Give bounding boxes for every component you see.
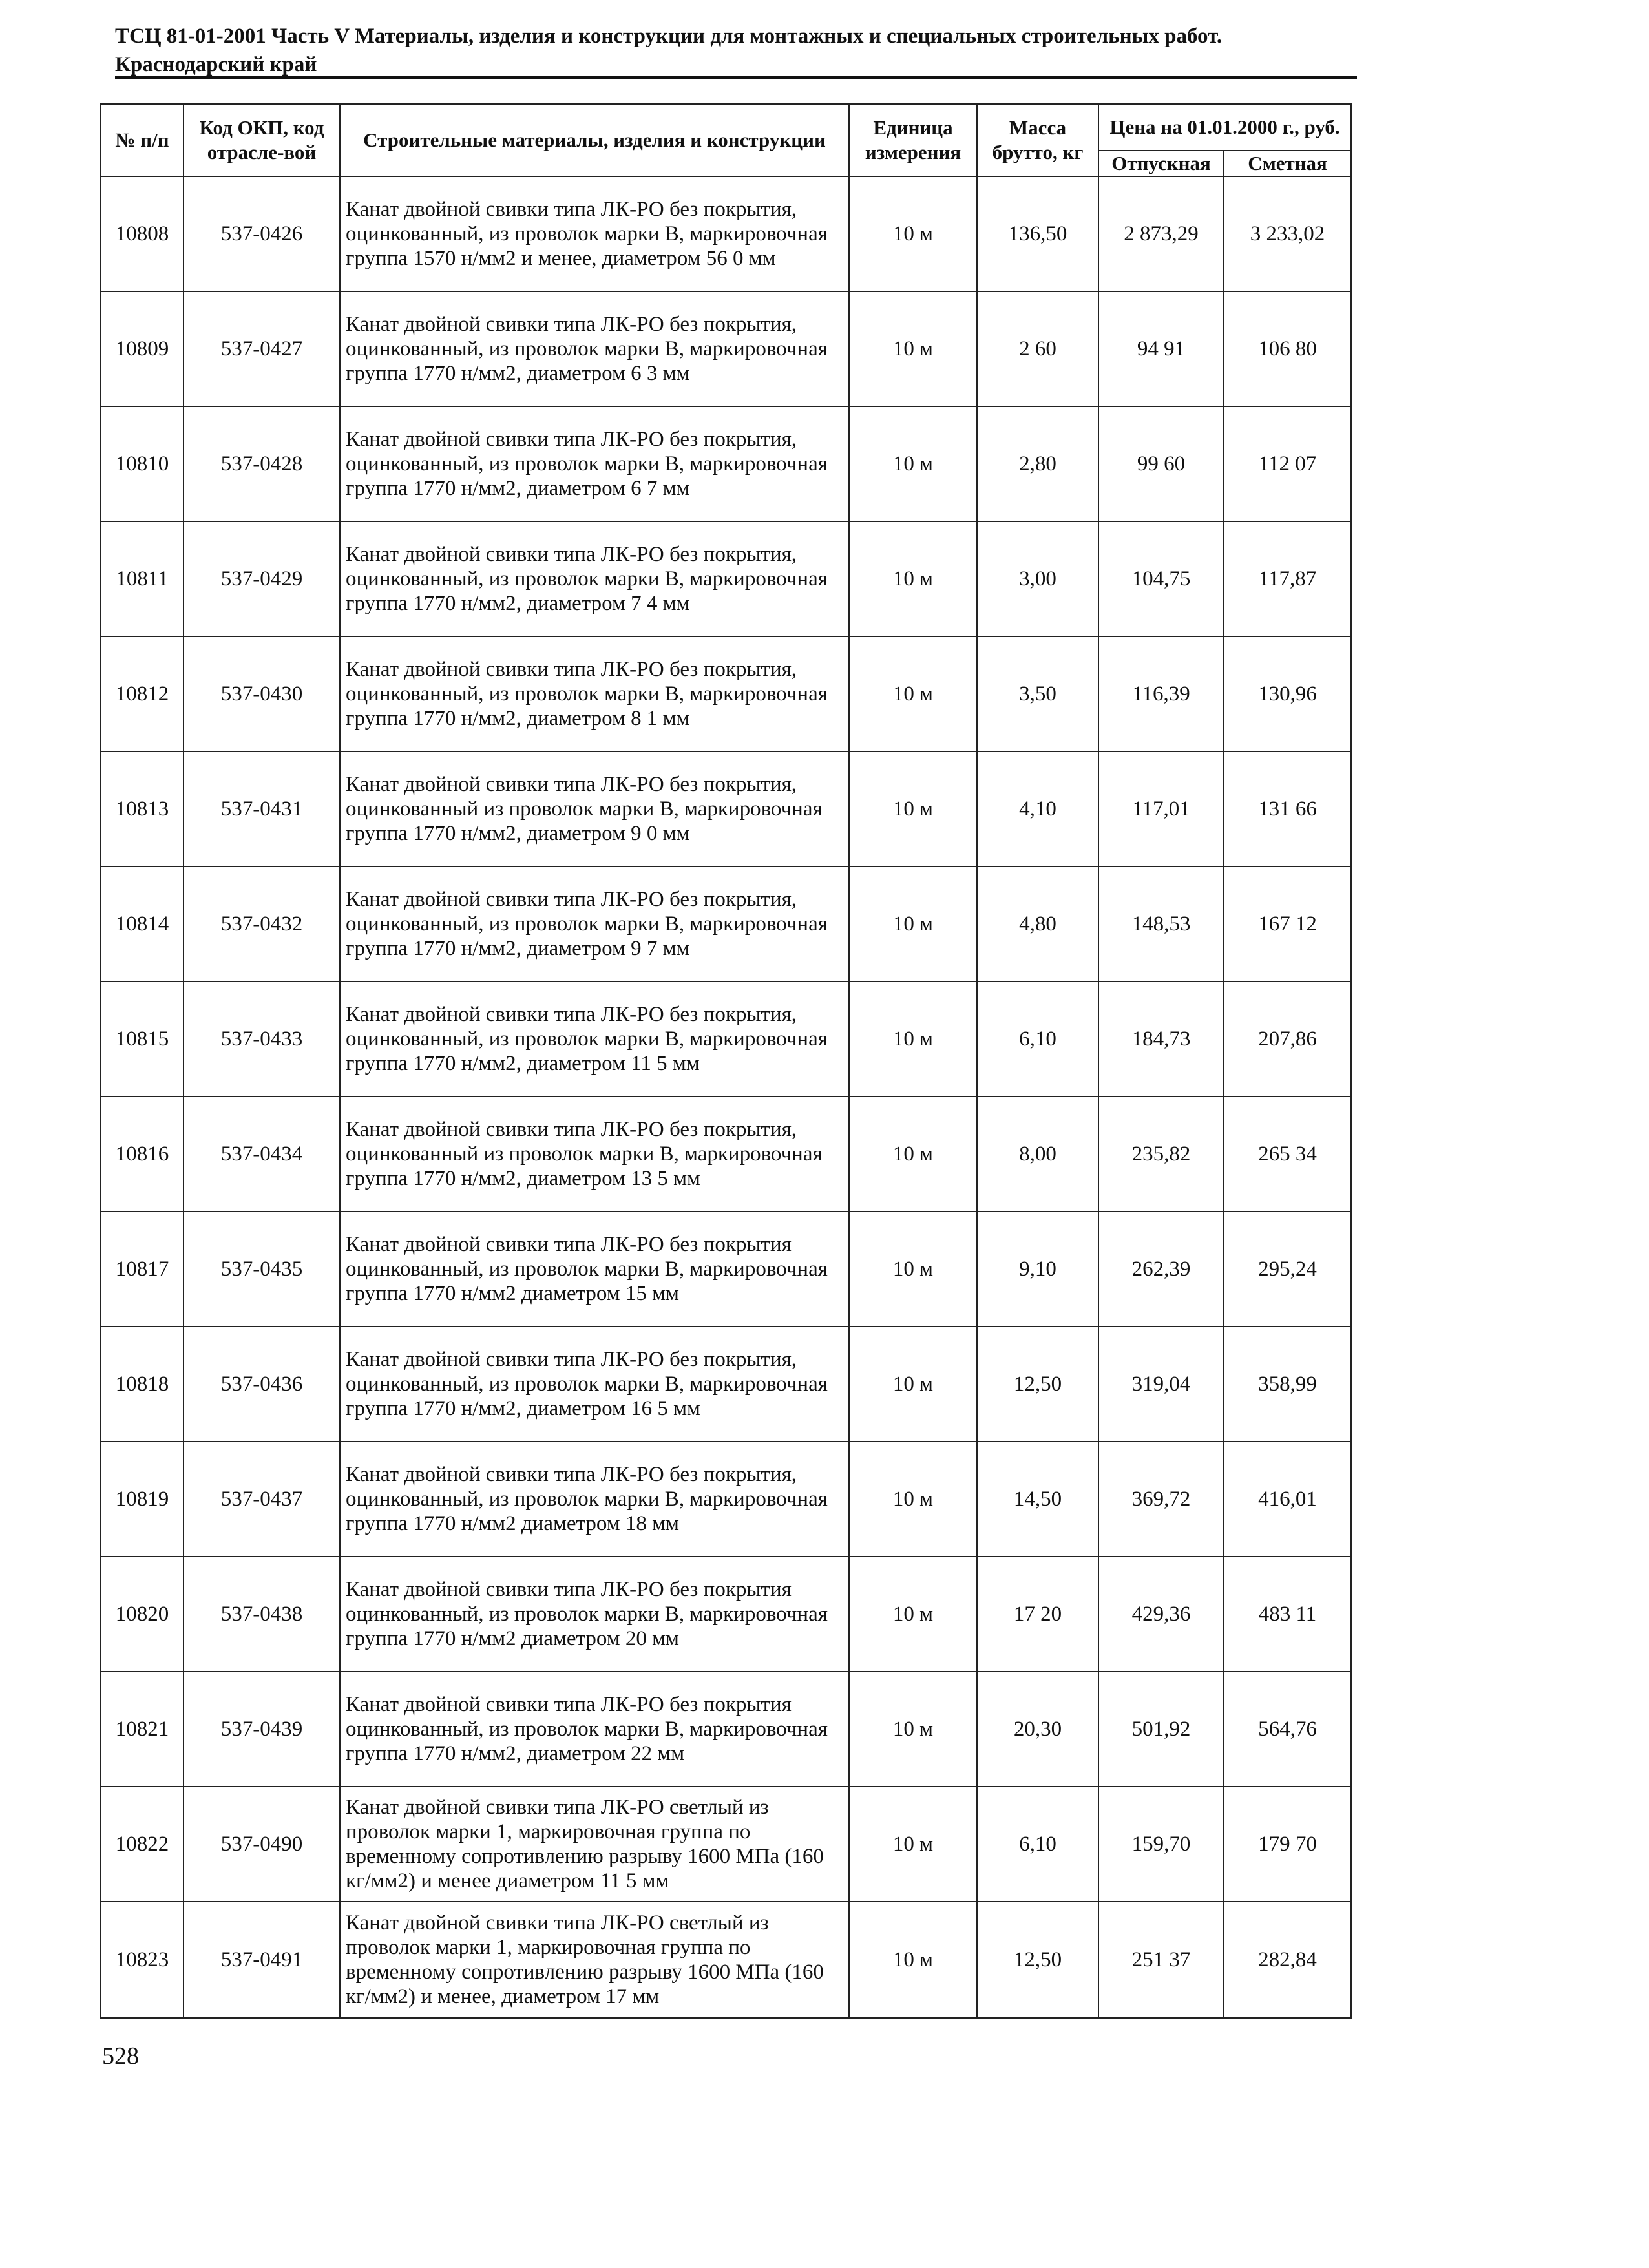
cell-num: 10810: [101, 406, 184, 521]
cell-code: 537-0435: [184, 1212, 340, 1327]
cell-description: Канат двойной свивки типа ЛК-РО без покрытия, оцинкованный из проволок марки В, маркировочная группа 1770 н/мм2, диаметром 9 0 мм: [340, 751, 849, 866]
col-header-mass: Масса брутто, кг: [977, 104, 1098, 176]
cell-unit: 10 м: [849, 636, 977, 751]
cell-mass: 9,10: [977, 1212, 1098, 1327]
cell-estimate-price: 167 12: [1224, 866, 1351, 982]
page-number: 528: [102, 2042, 139, 2070]
cell-mass: 3,50: [977, 636, 1098, 751]
cell-description: Канат двойной свивки типа ЛК-РО светлый из проволок марки 1, маркировочная группа по временному сопротивлению разрыву 1600 МПа (160 кг/мм2) и менее, диаметром 17 мм: [340, 1902, 849, 2018]
cell-mass: 6,10: [977, 982, 1098, 1097]
header-region: Краснодарский край: [115, 53, 317, 76]
cell-num: 10818: [101, 1327, 184, 1442]
cell-release-price: 99 60: [1098, 406, 1224, 521]
col-header-estimate: Сметная: [1224, 151, 1351, 176]
table-row: [101, 1442, 1351, 1557]
cell-description: Канат двойной свивки типа ЛК-РО без покрытия оцинкованный, из проволок марки В, маркировочная группа 1770 н/мм2, диаметром 22 мм: [340, 1672, 849, 1787]
cell-mass: 14,50: [977, 1442, 1098, 1557]
cell-release-price: 104,75: [1098, 521, 1224, 636]
cell-code: 537-0426: [184, 176, 340, 291]
cell-mass: 12,50: [977, 1902, 1098, 2018]
table-row: [101, 1327, 1351, 1442]
table-row: [101, 1787, 1351, 1902]
cell-num: 10812: [101, 636, 184, 751]
cell-code: 537-0438: [184, 1557, 340, 1672]
cell-estimate-price: 112 07: [1224, 406, 1351, 521]
cell-release-price: 235,82: [1098, 1097, 1224, 1212]
col-header-name: Строительные материалы, изделия и конструкции: [340, 104, 849, 176]
cell-unit: 10 м: [849, 1442, 977, 1557]
cell-description: Канат двойной свивки типа ЛК-РО без покрытия, оцинкованный, из проволок марки В, маркировочная группа 1570 н/мм2 и менее, диаметром 56 0 мм: [340, 176, 849, 291]
cell-unit: 10 м: [849, 1902, 977, 2018]
cell-unit: 10 м: [849, 1327, 977, 1442]
table-row: [101, 406, 1351, 521]
cell-mass: 12,50: [977, 1327, 1098, 1442]
cell-estimate-price: 179 70: [1224, 1787, 1351, 1902]
table-row: [101, 1902, 1351, 2018]
cell-estimate-price: 265 34: [1224, 1097, 1351, 1212]
cell-code: 537-0490: [184, 1787, 340, 1902]
table-row: [101, 291, 1351, 406]
table-row: [101, 1212, 1351, 1327]
cell-estimate-price: 3 233,02: [1224, 176, 1351, 291]
header-title: ТСЦ 81-01-2001 Часть V Материалы, изделия и конструкции для монтажных и специальных строительных работ.: [115, 25, 1223, 48]
table-row: [101, 636, 1351, 751]
cell-estimate-price: 117,87: [1224, 521, 1351, 636]
cell-unit: 10 м: [849, 1787, 977, 1902]
cell-mass: 4,80: [977, 866, 1098, 982]
header-rule: [115, 76, 1357, 79]
cell-code: 537-0432: [184, 866, 340, 982]
col-header-release: Отпускная: [1098, 151, 1224, 176]
cell-code: 537-0430: [184, 636, 340, 751]
cell-release-price: 148,53: [1098, 866, 1224, 982]
cell-estimate-price: 564,76: [1224, 1672, 1351, 1787]
table-body: [101, 176, 1351, 2018]
cell-description: Канат двойной свивки типа ЛК-РО светлый из проволок марки 1, маркировочная группа по временному сопротивлению разрыву 1600 МПа (160 кг/мм2) и менее диаметром 11 5 мм: [340, 1787, 849, 1902]
cell-unit: 10 м: [849, 982, 977, 1097]
cell-estimate-price: 282,84: [1224, 1902, 1351, 2018]
cell-num: 10823: [101, 1902, 184, 2018]
cell-mass: 3,00: [977, 521, 1098, 636]
cell-estimate-price: 358,99: [1224, 1327, 1351, 1442]
cell-estimate-price: 483 11: [1224, 1557, 1351, 1672]
cell-mass: 136,50: [977, 176, 1098, 291]
table-row: [101, 751, 1351, 866]
cell-description: Канат двойной свивки типа ЛК-РО без покрытия, оцинкованный, из проволок марки В, маркировочная группа 1770 н/мм2, диаметром 6 7 мм: [340, 406, 849, 521]
cell-num: 10816: [101, 1097, 184, 1212]
cell-release-price: 319,04: [1098, 1327, 1224, 1442]
cell-unit: 10 м: [849, 1672, 977, 1787]
cell-release-price: 429,36: [1098, 1557, 1224, 1672]
cell-estimate-price: 295,24: [1224, 1212, 1351, 1327]
cell-code: 537-0429: [184, 521, 340, 636]
cell-description: Канат двойной свивки типа ЛК-РО без покрытия, оцинкованный, из проволок марки В, маркировочная группа 1770 н/мм2, диаметром 8 1 мм: [340, 636, 849, 751]
cell-release-price: 159,70: [1098, 1787, 1224, 1902]
cell-num: 10817: [101, 1212, 184, 1327]
cell-description: Канат двойной свивки типа ЛК-РО без покрытия, оцинкованный, из проволок марки В, маркировочная группа 1770 н/мм2, диаметром 9 7 мм: [340, 866, 849, 982]
cell-code: 537-0431: [184, 751, 340, 866]
table-row: [101, 176, 1351, 291]
cell-code: 537-0434: [184, 1097, 340, 1212]
cell-num: 10820: [101, 1557, 184, 1672]
cell-description: Канат двойной свивки типа ЛК-РО без покрытия оцинкованный, из проволок марки В, маркировочная группа 1770 н/мм2 диаметром 15 мм: [340, 1212, 849, 1327]
cell-mass: 20,30: [977, 1672, 1098, 1787]
cell-code: 537-0436: [184, 1327, 340, 1442]
cell-num: 10808: [101, 176, 184, 291]
table-row: [101, 1557, 1351, 1672]
cell-unit: 10 м: [849, 176, 977, 291]
cell-unit: 10 м: [849, 406, 977, 521]
col-header-code: Код ОКП, код отрасле-вой: [184, 104, 340, 176]
cell-num: 10811: [101, 521, 184, 636]
table-row: [101, 1672, 1351, 1787]
price-table: [100, 103, 1352, 2019]
table-row: [101, 866, 1351, 982]
cell-num: 10822: [101, 1787, 184, 1902]
cell-unit: 10 м: [849, 866, 977, 982]
cell-num: 10819: [101, 1442, 184, 1557]
cell-release-price: 117,01: [1098, 751, 1224, 866]
cell-mass: 4,10: [977, 751, 1098, 866]
col-header-price: Цена на 01.01.2000 г., руб.: [1098, 104, 1351, 151]
cell-code: 537-0437: [184, 1442, 340, 1557]
table-row: [101, 1097, 1351, 1212]
cell-release-price: 501,92: [1098, 1672, 1224, 1787]
cell-unit: 10 м: [849, 1557, 977, 1672]
cell-estimate-price: 131 66: [1224, 751, 1351, 866]
cell-mass: 17 20: [977, 1557, 1098, 1672]
col-header-num: № п/п: [101, 104, 184, 176]
cell-description: Канат двойной свивки типа ЛК-РО без покрытия, оцинкованный, из проволок марки В, маркировочная группа 1770 н/мм2 диаметром 18 мм: [340, 1442, 849, 1557]
cell-unit: 10 м: [849, 1097, 977, 1212]
cell-description: Канат двойной свивки типа ЛК-РО без покрытия, оцинкованный из проволок марки В, маркировочная группа 1770 н/мм2, диаметром 13 5 мм: [340, 1097, 849, 1212]
cell-description: Канат двойной свивки типа ЛК-РО без покрытия, оцинкованный, из проволок марки В, маркировочная группа 1770 н/мм2, диаметром 16 5 мм: [340, 1327, 849, 1442]
col-header-unit: Единица измерения: [849, 104, 977, 176]
cell-mass: 2,80: [977, 406, 1098, 521]
table-row: [101, 982, 1351, 1097]
cell-unit: 10 м: [849, 751, 977, 866]
cell-estimate-price: 207,86: [1224, 982, 1351, 1097]
cell-code: 537-0491: [184, 1902, 340, 2018]
cell-num: 10809: [101, 291, 184, 406]
cell-description: Канат двойной свивки типа ЛК-РО без покрытия, оцинкованный, из проволок марки В, маркировочная группа 1770 н/мм2, диаметром 11 5 мм: [340, 982, 849, 1097]
cell-release-price: 251 37: [1098, 1902, 1224, 2018]
cell-estimate-price: 106 80: [1224, 291, 1351, 406]
cell-release-price: 369,72: [1098, 1442, 1224, 1557]
cell-description: Канат двойной свивки типа ЛК-РО без покрытия, оцинкованный, из проволок марки В, маркировочная группа 1770 н/мм2, диаметром 6 3 мм: [340, 291, 849, 406]
cell-mass: 6,10: [977, 1787, 1098, 1902]
cell-description: Канат двойной свивки типа ЛК-РО без покрытия оцинкованный, из проволок марки В, маркировочная группа 1770 н/мм2 диаметром 20 мм: [340, 1557, 849, 1672]
cell-estimate-price: 416,01: [1224, 1442, 1351, 1557]
cell-unit: 10 м: [849, 521, 977, 636]
cell-num: 10814: [101, 866, 184, 982]
cell-num: 10815: [101, 982, 184, 1097]
page-header: [115, 22, 1357, 79]
cell-code: 537-0433: [184, 982, 340, 1097]
cell-estimate-price: 130,96: [1224, 636, 1351, 751]
cell-release-price: 2 873,29: [1098, 176, 1224, 291]
cell-mass: 8,00: [977, 1097, 1098, 1212]
cell-release-price: 116,39: [1098, 636, 1224, 751]
cell-num: 10813: [101, 751, 184, 866]
cell-code: 537-0428: [184, 406, 340, 521]
cell-mass: 2 60: [977, 291, 1098, 406]
table-row: [101, 521, 1351, 636]
cell-unit: 10 м: [849, 1212, 977, 1327]
cell-code: 537-0427: [184, 291, 340, 406]
cell-num: 10821: [101, 1672, 184, 1787]
cell-release-price: 184,73: [1098, 982, 1224, 1097]
cell-code: 537-0439: [184, 1672, 340, 1787]
cell-release-price: 262,39: [1098, 1212, 1224, 1327]
cell-description: Канат двойной свивки типа ЛК-РО без покрытия, оцинкованный, из проволок марки В, маркировочная группа 1770 н/мм2, диаметром 7 4 мм: [340, 521, 849, 636]
cell-unit: 10 м: [849, 291, 977, 406]
cell-release-price: 94 91: [1098, 291, 1224, 406]
